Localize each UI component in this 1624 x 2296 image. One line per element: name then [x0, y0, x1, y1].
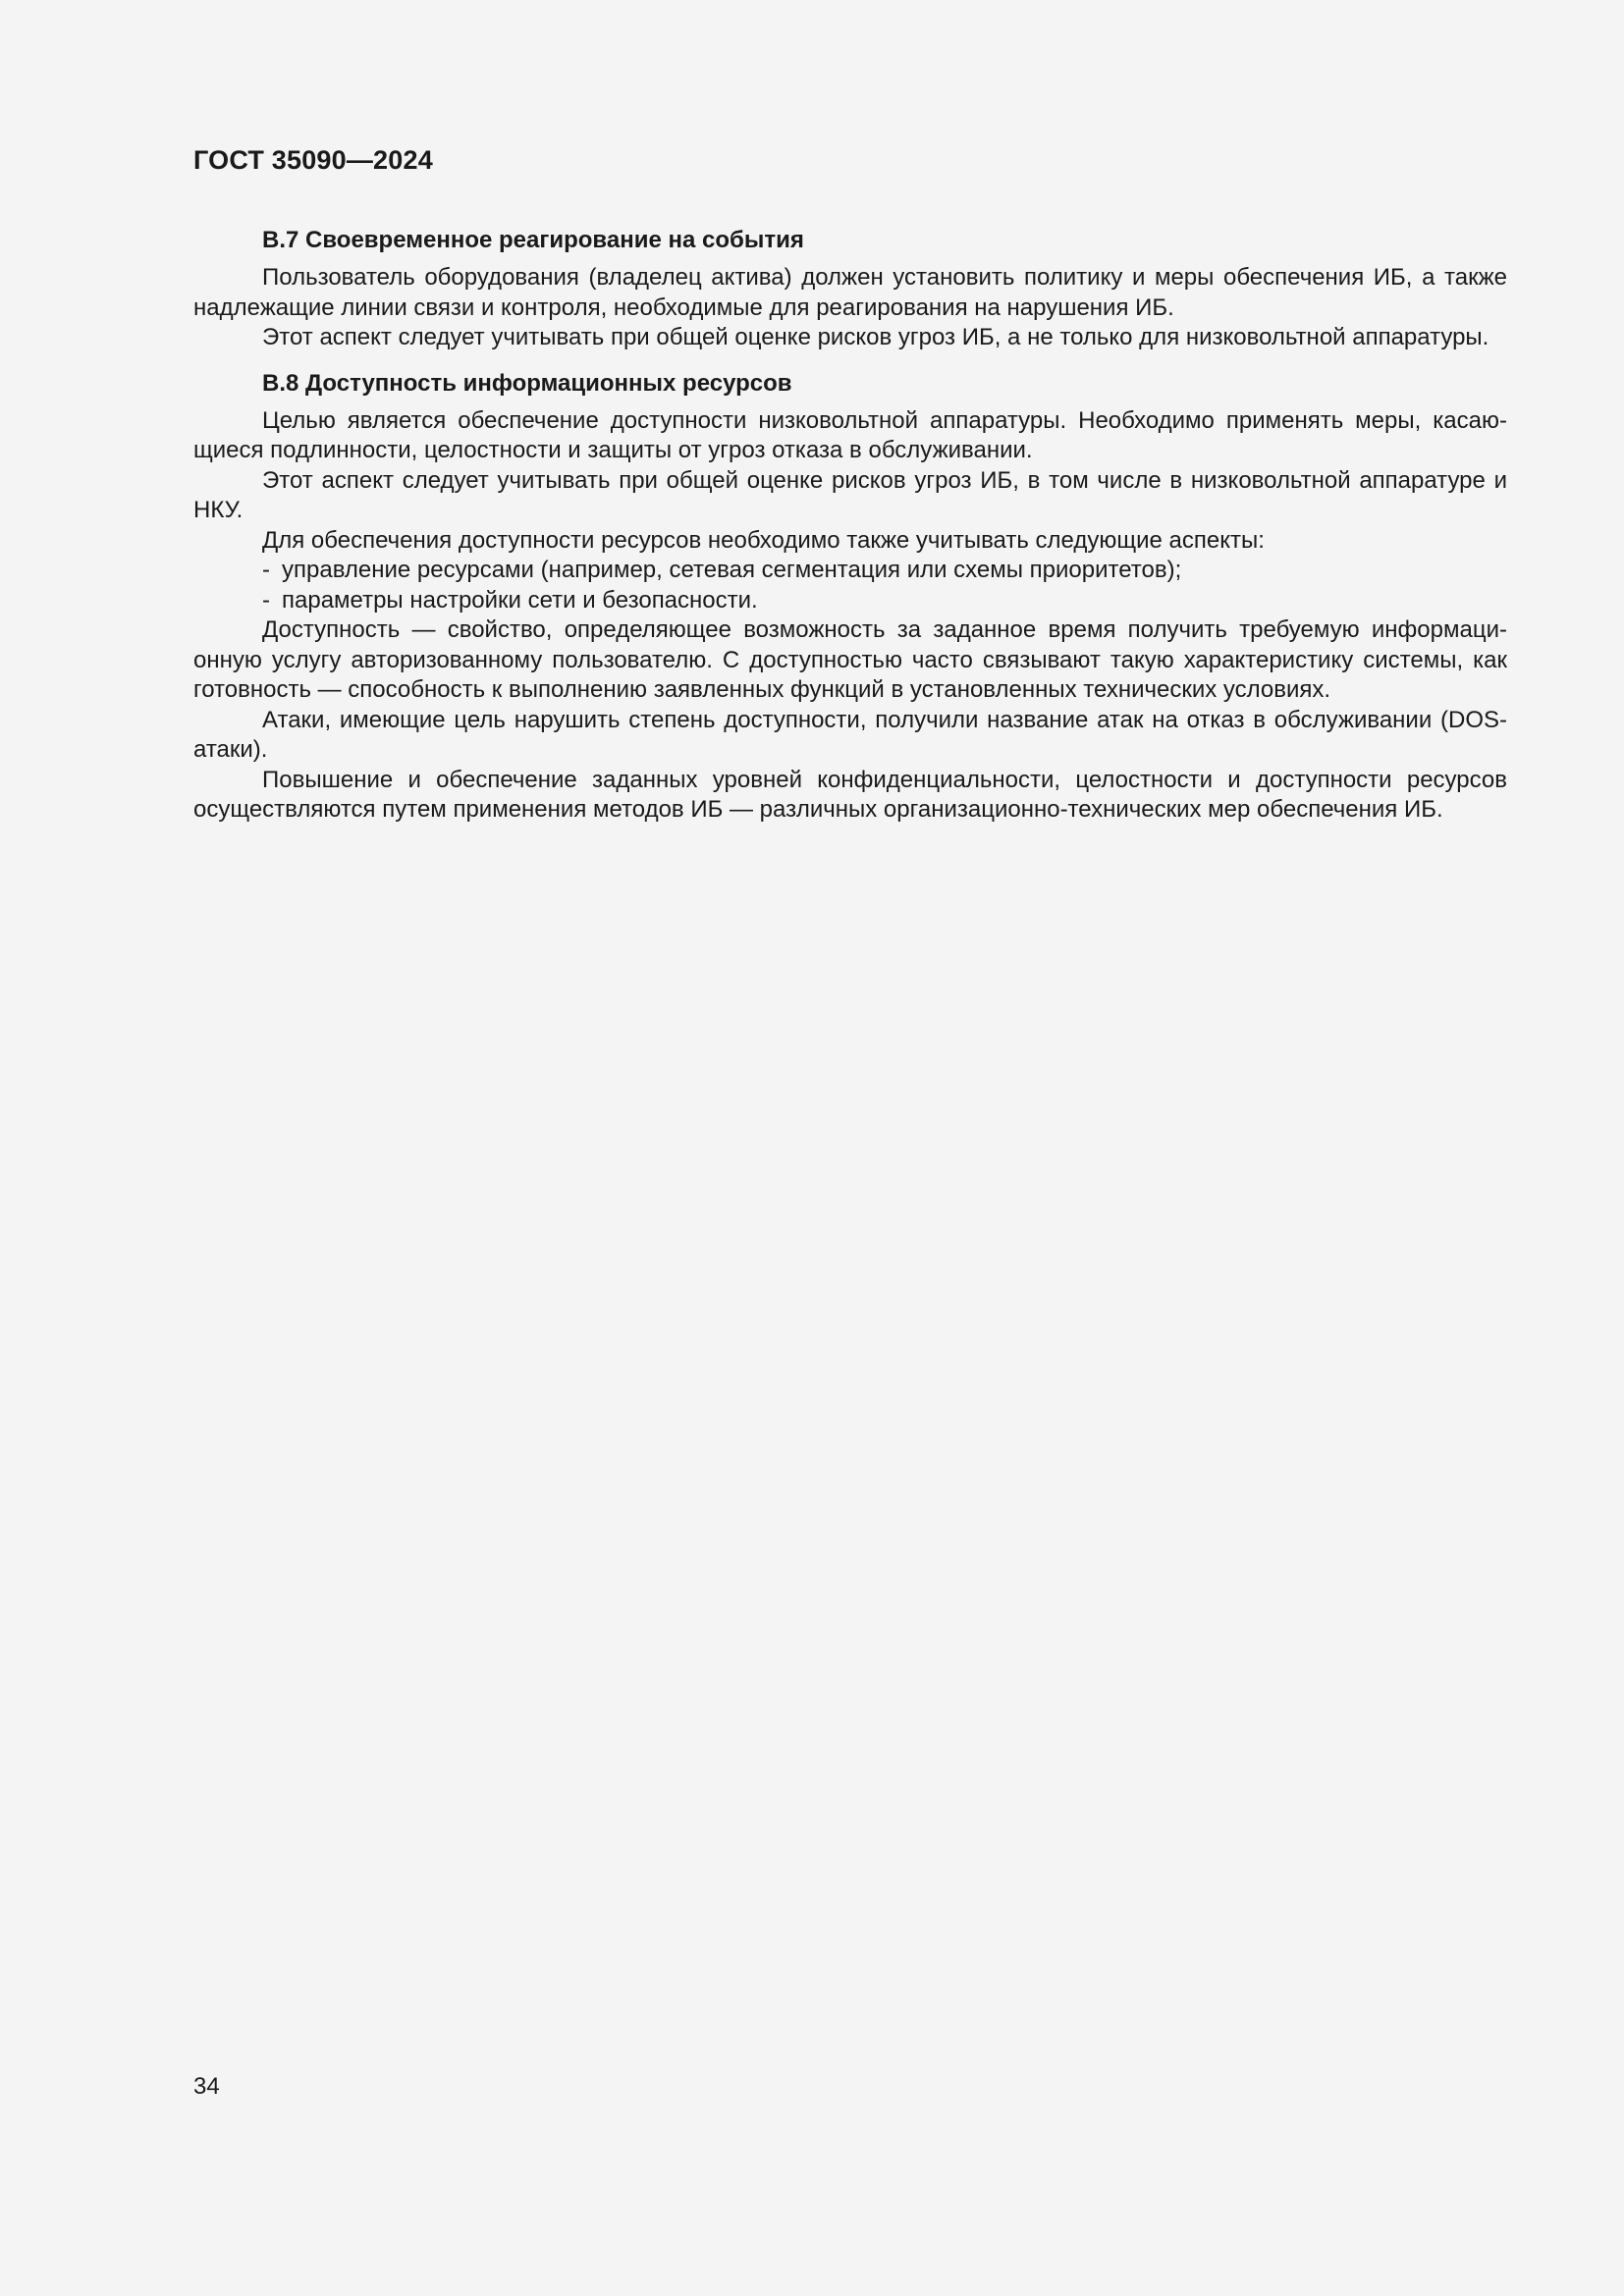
document-page	[193, 0, 1507, 2296]
document-code-header: ГОСТ 35090—2024	[193, 145, 433, 175]
list-dash: -	[262, 586, 270, 614]
section-b7-paragraph: Этот аспект следует учитывать при общей оценке рисков угроз ИБ, а не только для низковольтной аппаратуры.	[262, 324, 1489, 350]
section-title-b8: B.8 Доступность информационных ресурсов	[262, 369, 792, 397]
section-title-b7: B.7 Своевременное реагирование на события	[262, 227, 804, 253]
section-b8-paragraph: Целью является обеспечение доступности низковольтной аппаратуры. Необходимо применять меры, касающиеся подлинности, целостности и защиты от угроз отказа в обслуживании.	[193, 406, 1507, 463]
section-b8-paragraph: Атаки, имеющие цель нарушить степень доступности, получили название атак на отказ в обслуживании (DOS-атаки).	[193, 706, 1507, 763]
section-b7-paragraph: Пользователь оборудования (владелец актива) должен установить политику и меры обеспечения ИБ, а также надлежащие линии связи и контроля, необходимые для реагирования на нарушения ИБ.	[193, 264, 1507, 321]
document-body	[193, 224, 1507, 826]
list-item-text: управление ресурсами (например, сетевая сегментация или схемы приоритетов);	[282, 557, 1182, 583]
list-item-text: параметры настройки сети и безопасности.	[282, 586, 758, 614]
list-item	[193, 556, 1507, 586]
section-b8-paragraph: Доступность — свойство, определяющее возможность за заданное время получить требуемую информационную услугу авторизованному пользователю. С доступностью часто связывают такую характеристику системы, как готовность — способность к выполнению заявленных функций в установленных технических условиях.	[193, 616, 1507, 703]
list-item	[193, 586, 1507, 616]
section-b8-paragraph: Повышение и обеспечение заданных уровней конфиденциальности, целостности и доступности ресурсов осуществляются путем применения методов ИБ — различных организационно-технических мер обеспечения ИБ.	[193, 766, 1507, 823]
list-dash: -	[262, 557, 270, 583]
page-number: 34	[193, 2073, 220, 2100]
section-b8-paragraph: Этот аспект следует учитывать при общей оценке рисков угроз ИБ, в том числе в низковольтной аппаратуре и НКУ.	[193, 466, 1507, 523]
section-b8-paragraph: Для обеспечения доступности ресурсов необходимо также учитывать следующие аспекты:	[262, 526, 1265, 554]
